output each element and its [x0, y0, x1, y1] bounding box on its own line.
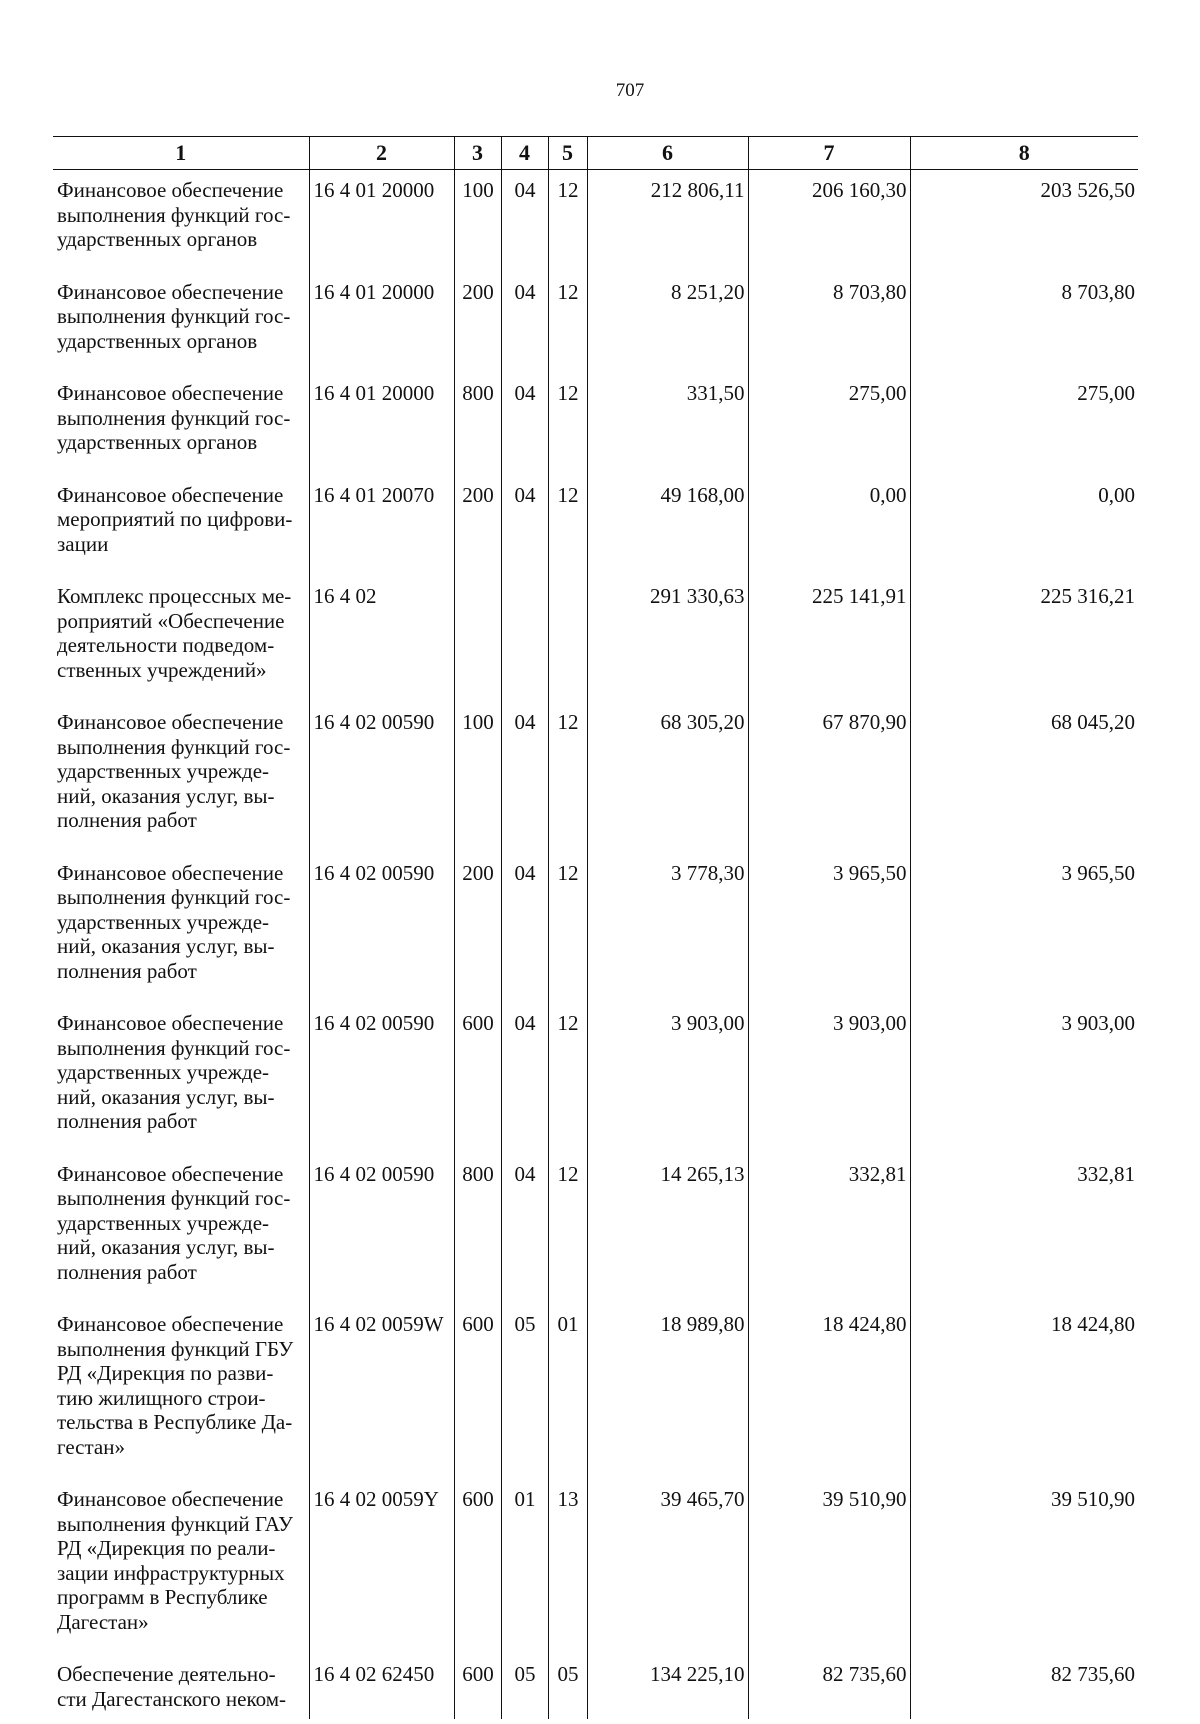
amount-col-7: 206 160,30 [748, 170, 910, 272]
expense-type-code: 200 [454, 272, 501, 374]
target-article-code: 16 4 02 0059Y [309, 1479, 454, 1654]
column-header: 1 [53, 137, 309, 170]
target-article-code: 16 4 02 0059W [309, 1304, 454, 1479]
subsection-code: 13 [548, 1479, 587, 1654]
item-name-line: выполнения функций ГАУ [57, 1511, 293, 1536]
column-header: 6 [587, 137, 748, 170]
item-name-line: ний, оказания услуг, вы- [57, 1084, 275, 1109]
table-row [53, 576, 1138, 702]
item-name-line: зации [57, 531, 109, 556]
item-name [53, 1479, 309, 1654]
item-name-line: ударственных учрежде- [57, 909, 270, 934]
item-name-line: Финансовое обеспечение [57, 710, 284, 734]
subsection-code: 12 [548, 853, 587, 1004]
target-article-code: 16 4 02 00590 [309, 1154, 454, 1305]
expense-type-code [454, 576, 501, 702]
item-name-line: ударственных органов [57, 328, 258, 353]
expense-type-code: 600 [454, 1654, 501, 1719]
subsection-code: 12 [548, 373, 587, 475]
item-name [53, 1003, 309, 1154]
item-name-line: деятельности подведом- [57, 633, 275, 657]
amount-col-6: 212 806,11 [587, 170, 748, 272]
amount-col-8: 275,00 [910, 373, 1138, 475]
item-name [53, 702, 309, 853]
item-name [53, 373, 309, 475]
expense-type-code: 600 [454, 1304, 501, 1479]
target-article-code: 16 4 02 00590 [309, 702, 454, 853]
target-article-code: 16 4 01 20000 [309, 170, 454, 272]
expense-type-code: 600 [454, 1003, 501, 1154]
item-name-line: Финансовое обеспечение [57, 860, 284, 885]
amount-col-8: 68 045,20 [910, 702, 1138, 853]
table-header-row [53, 137, 1138, 170]
expense-type-code: 800 [454, 1154, 501, 1305]
item-name-line: Финансовое обеспечение [57, 482, 284, 507]
column-header: 4 [501, 137, 548, 170]
section-code: 04 [501, 702, 548, 853]
item-name [53, 475, 309, 577]
amount-col-6: 134 225,10 [587, 1654, 748, 1719]
amount-col-6: 49 168,00 [587, 475, 748, 577]
section-code: 04 [501, 373, 548, 475]
section-code: 01 [501, 1479, 548, 1654]
amount-col-6: 8 251,20 [587, 272, 748, 374]
item-name-line: ударственных учрежде- [57, 759, 270, 783]
amount-col-7: 0,00 [748, 475, 910, 577]
amount-col-6: 14 265,13 [587, 1154, 748, 1305]
target-article-code: 16 4 01 20070 [309, 475, 454, 577]
amount-col-6: 291 330,63 [587, 576, 748, 702]
item-name [53, 853, 309, 1004]
item-name-line: выполнения функций гос- [57, 202, 291, 227]
item-name-line: ударственных органов [57, 430, 258, 454]
section-code: 04 [501, 853, 548, 1004]
item-name-line: Обеспечение деятельно- [57, 1662, 276, 1686]
table-row [53, 853, 1138, 1004]
item-name-line: программ в Республике [57, 1585, 268, 1609]
item-name [53, 576, 309, 702]
item-name-line: выполнения функций гос- [57, 1186, 291, 1210]
table-row [53, 1654, 1138, 1719]
amount-col-8: 203 526,50 [910, 170, 1138, 272]
expense-type-code: 100 [454, 702, 501, 853]
item-name [53, 272, 309, 374]
page-number: 707 [615, 80, 645, 101]
column-header: 8 [910, 137, 1138, 170]
expense-type-code: 800 [454, 373, 501, 475]
amount-col-7: 39 510,90 [748, 1479, 910, 1654]
section-code: 04 [501, 1154, 548, 1305]
amount-col-8: 332,81 [910, 1154, 1138, 1305]
item-name [53, 1154, 309, 1305]
amount-col-7: 82 735,60 [748, 1654, 910, 1719]
item-name-line: Финансовое обеспечение [57, 1312, 284, 1336]
amount-col-6: 39 465,70 [587, 1479, 748, 1654]
amount-col-6: 3 778,30 [587, 853, 748, 1004]
item-name-line: выполнения функций гос- [57, 1035, 291, 1060]
budget-table [53, 136, 1138, 1719]
expense-type-code: 200 [454, 853, 501, 1004]
item-name-line: Дагестан» [57, 1609, 149, 1634]
section-code: 05 [501, 1304, 548, 1479]
target-article-code: 16 4 02 62450 [309, 1654, 454, 1719]
table-row [53, 1003, 1138, 1154]
item-name-line: Финансовое обеспечение [57, 279, 284, 304]
target-article-code: 16 4 01 20000 [309, 272, 454, 374]
amount-col-6: 3 903,00 [587, 1003, 748, 1154]
target-article-code: 16 4 02 [309, 576, 454, 702]
amount-col-7: 3 965,50 [748, 853, 910, 1004]
section-code: 04 [501, 272, 548, 374]
target-article-code: 16 4 02 00590 [309, 853, 454, 1004]
amount-col-8: 8 703,80 [910, 272, 1138, 374]
item-name-line: зации инфраструктурных [57, 1560, 285, 1585]
item-name-line: тельства в Республике Да- [57, 1410, 293, 1434]
subsection-code: 12 [548, 702, 587, 853]
expense-type-code: 100 [454, 170, 501, 272]
table-row [53, 1154, 1138, 1305]
section-code: 04 [501, 475, 548, 577]
item-name-line: РД «Дирекция по разви- [57, 1361, 274, 1385]
subsection-code: 12 [548, 475, 587, 577]
item-name-line: ударственных органов [57, 227, 258, 251]
subsection-code: 12 [548, 272, 587, 374]
table-row [53, 1479, 1138, 1654]
item-name-line: выполнения функций гос- [57, 405, 291, 430]
amount-col-6: 68 305,20 [587, 702, 748, 853]
table-row [53, 1304, 1138, 1479]
section-code: 04 [501, 170, 548, 272]
table-row [53, 373, 1138, 475]
amount-col-8: 18 424,80 [910, 1304, 1138, 1479]
amount-col-6: 18 989,80 [587, 1304, 748, 1479]
amount-col-8: 39 510,90 [910, 1479, 1138, 1654]
target-article-code: 16 4 01 20000 [309, 373, 454, 475]
item-name [53, 1304, 309, 1479]
table-row [53, 702, 1138, 853]
subsection-code: 01 [548, 1304, 587, 1479]
amount-col-7: 8 703,80 [748, 272, 910, 374]
table-row [53, 272, 1138, 374]
subsection-code [548, 576, 587, 702]
target-article-code: 16 4 02 00590 [309, 1003, 454, 1154]
table-row [53, 170, 1138, 272]
subsection-code: 12 [548, 1154, 587, 1305]
expense-type-code: 600 [454, 1479, 501, 1654]
column-header: 3 [454, 137, 501, 170]
item-name-line: Комплекс процессных ме- [57, 584, 292, 608]
item-name-line: ний, оказания услуг, вы- [57, 934, 275, 958]
item-name-line: ударственных учрежде- [57, 1060, 270, 1084]
amount-col-7: 3 903,00 [748, 1003, 910, 1154]
subsection-code: 12 [548, 1003, 587, 1154]
table-row [53, 475, 1138, 577]
amount-col-7: 332,81 [748, 1154, 910, 1305]
amount-col-7: 67 870,90 [748, 702, 910, 853]
column-header: 7 [748, 137, 910, 170]
item-name-line: тию жилищного строи- [57, 1385, 266, 1410]
expense-type-code: 200 [454, 475, 501, 577]
item-name-line: гестан» [57, 1434, 125, 1459]
amount-col-8: 82 735,60 [910, 1654, 1138, 1719]
item-name-line: полнения работ [57, 958, 197, 983]
amount-col-7: 225 141,91 [748, 576, 910, 702]
item-name-line: Финансовое обеспечение [57, 178, 284, 202]
item-name-line: сти Дагестанского неком- [57, 1686, 287, 1711]
column-header: 2 [309, 137, 454, 170]
item-name [53, 170, 309, 272]
amount-col-8: 0,00 [910, 475, 1138, 577]
subsection-code: 05 [548, 1654, 587, 1719]
item-name-line: выполнения функций ГБУ [57, 1336, 294, 1361]
amount-col-8: 225 316,21 [910, 576, 1138, 702]
amount-col-8: 3 903,00 [910, 1003, 1138, 1154]
item-name-line: Финансовое обеспечение [57, 1161, 284, 1186]
item-name-line: выполнения функций гос- [57, 304, 291, 328]
item-name-line: выполнения функций гос- [57, 885, 291, 909]
item-name-line: ударственных учрежде- [57, 1210, 270, 1235]
amount-col-7: 275,00 [748, 373, 910, 475]
item-name-line: Финансовое обеспечение [57, 381, 284, 405]
item-name-line: ний, оказания услуг, вы- [57, 1235, 275, 1259]
subsection-code: 12 [548, 170, 587, 272]
amount-col-8: 3 965,50 [910, 853, 1138, 1004]
column-header: 5 [548, 137, 587, 170]
item-name-line: полнения работ [57, 808, 197, 832]
item-name-line: Финансовое обеспечение [57, 1011, 284, 1035]
amount-col-6: 331,50 [587, 373, 748, 475]
amount-col-7: 18 424,80 [748, 1304, 910, 1479]
item-name-line: ний, оказания услуг, вы- [57, 783, 275, 808]
item-name-line: полнения работ [57, 1259, 197, 1284]
item-name [53, 1654, 309, 1719]
item-name-line: выполнения функций гос- [57, 734, 291, 759]
item-name-line: ственных учреждений» [57, 657, 267, 682]
section-code: 04 [501, 1003, 548, 1154]
section-code: 05 [501, 1654, 548, 1719]
item-name-line: роприятий «Обеспечение [57, 608, 285, 633]
item-name-line: Финансовое обеспечение [57, 1487, 284, 1511]
section-code [501, 576, 548, 702]
item-name-line: мероприятий по цифрови- [57, 507, 293, 531]
item-name-line: РД «Дирекция по реали- [57, 1536, 276, 1560]
item-name-line: полнения работ [57, 1109, 197, 1133]
